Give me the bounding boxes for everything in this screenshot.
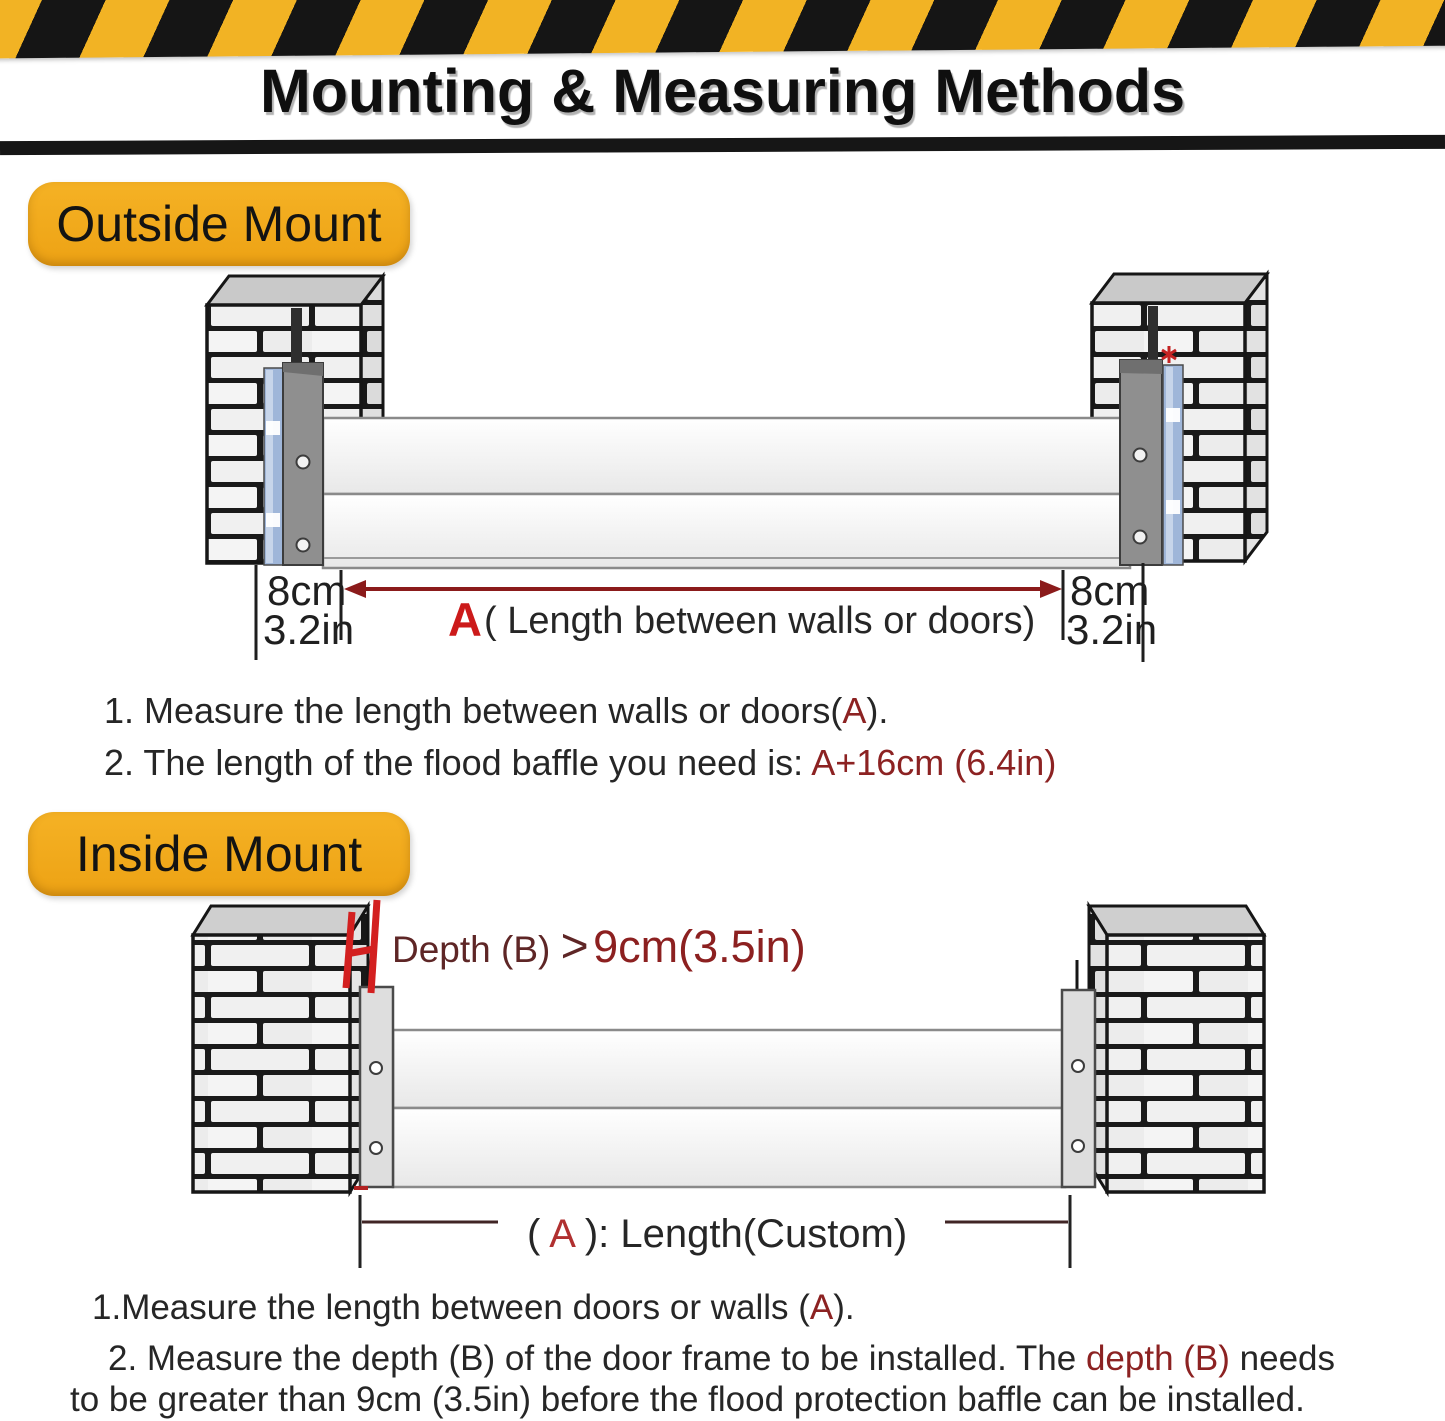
depth-marker-crossbar (346, 949, 374, 954)
step-text: needs (1229, 1339, 1336, 1378)
channel-dot (266, 421, 280, 435)
screw-hole (297, 539, 310, 552)
length-post: ): Length(Custom) (584, 1212, 908, 1256)
screw-hole (1134, 449, 1147, 462)
step-text: ). (866, 690, 889, 731)
length-pre: ( (527, 1212, 541, 1256)
span-text-label: ( Length between walls or doors) (484, 600, 1036, 642)
step-text: 1. Measure the length between walls or doors( (104, 690, 843, 731)
flood-barrier-panels (393, 1030, 1065, 1187)
left-mount-bracket (354, 987, 393, 1188)
right-mount-bracket (1062, 960, 1095, 1187)
step-text: 2. The length of the flood baffle you need is: (104, 742, 812, 783)
left-channel-assembly (264, 363, 323, 565)
depth-comparator: > (560, 920, 589, 973)
left-gap-in-label: 3.2in (263, 606, 355, 653)
pillar-front-face (1107, 935, 1264, 1192)
bracket-cap (1120, 360, 1162, 374)
step-highlight: depth (B) (1085, 1339, 1230, 1378)
pillar-top-face (1089, 906, 1264, 935)
left-gap-cm-label: 8cm (267, 567, 347, 614)
step-highlight: A (809, 1288, 834, 1327)
pillar-top-face (1092, 274, 1267, 303)
channel-groove (291, 308, 302, 370)
inside-right-pillar (1089, 906, 1264, 1192)
screw-hole (370, 1142, 382, 1154)
outside-mount-diagram (0, 250, 1445, 670)
step-text: 1.Measure the length between doors or walls ( (92, 1288, 810, 1327)
inside-left-pillar (193, 906, 368, 1192)
page-title: Mounting & Measuring Methods (259, 57, 1186, 125)
channel-dot (266, 513, 280, 527)
inside-mount-diagram (0, 890, 1445, 1290)
inside-step-2-line1 (70, 1338, 1335, 1379)
outside-mount-badge-label: Outside Mount (56, 196, 382, 252)
step-text: 2. Measure the depth (B) of the door frame to be installed. The (108, 1339, 1086, 1378)
right-channel-assembly (1120, 346, 1183, 565)
step-text: ). (833, 1288, 855, 1327)
arrow-head-left-icon (344, 580, 366, 598)
channel-groove (1148, 306, 1158, 366)
barrier-panel-bottom (323, 494, 1130, 568)
right-gap-cm-label: 8cm (1070, 567, 1150, 614)
title-band (0, 44, 1445, 138)
depth-label: Depth (B) (392, 929, 561, 970)
depth-value: 9cm(3.5in) (593, 921, 806, 972)
channel-highlight (266, 370, 273, 563)
length-note (527, 1212, 907, 1256)
screw-hole (370, 1062, 382, 1074)
channel-highlight (1166, 367, 1173, 563)
barrier-panel-top (323, 418, 1130, 494)
bracket-plate (1062, 990, 1095, 1187)
bracket-plate (360, 987, 393, 1187)
pillar-top-face (193, 906, 368, 935)
channel-dot (1166, 500, 1180, 514)
outside-step-1 (104, 690, 888, 732)
screw-hole (1072, 1140, 1084, 1152)
screw-hole (1072, 1060, 1084, 1072)
step-highlight: A+16cm (6.4in) (811, 742, 1057, 783)
barrier-panel-top (393, 1030, 1065, 1108)
inside-mount-badge (28, 812, 410, 896)
inside-step-1 (92, 1288, 855, 1328)
screw-hole (1134, 531, 1147, 544)
barrier-panel-bottom (393, 1108, 1065, 1187)
flood-barrier-panels (323, 418, 1130, 568)
pillar-top-face (207, 276, 383, 305)
span-letter-label: A (448, 593, 482, 646)
screw-hole (297, 456, 310, 469)
pillar-front-face (193, 935, 350, 1192)
right-gap-in-label: 3.2in (1066, 606, 1158, 653)
length-letter: A (549, 1212, 574, 1256)
arrow-head-right-icon (1040, 580, 1062, 598)
inside-step-2-line2: to be greater than 9cm (3.5in) before the flood protection baffle can be installed. (70, 1380, 1305, 1419)
depth-note (392, 920, 806, 973)
step-highlight: A (842, 690, 867, 731)
channel-dot (1166, 408, 1180, 422)
inside-mount-badge-label: Inside Mount (75, 826, 363, 882)
inside-step-2 (70, 1338, 1335, 1420)
outside-step-2 (104, 742, 1056, 784)
pillar-side-shade (1245, 274, 1267, 561)
